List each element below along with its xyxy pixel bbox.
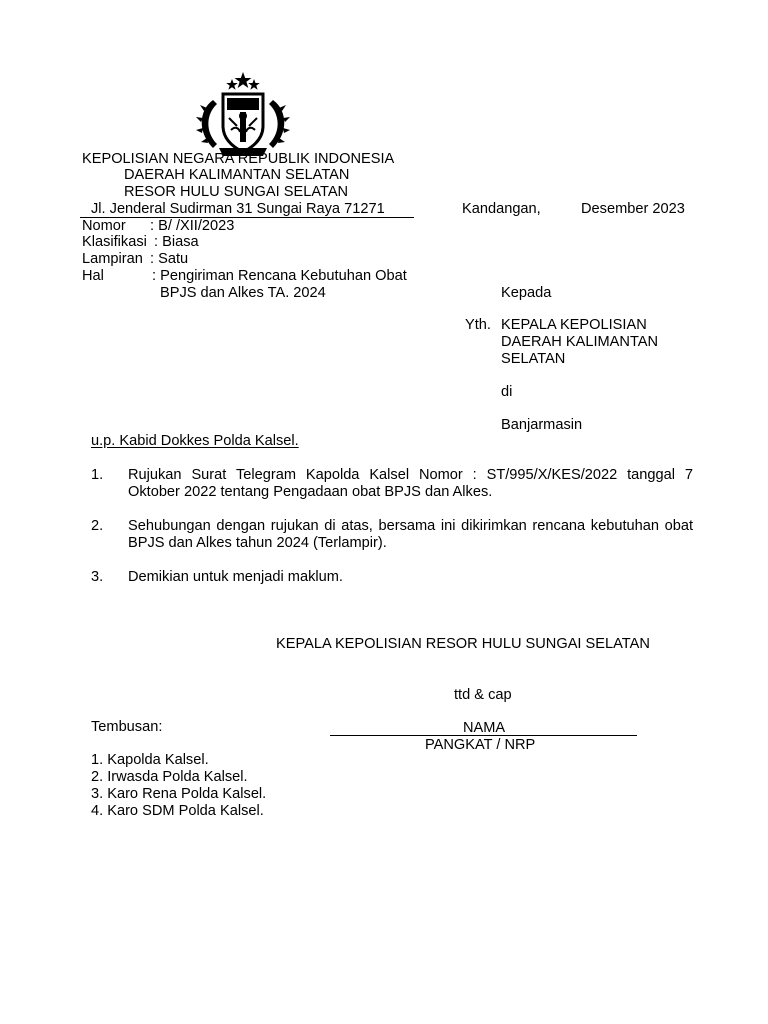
recipient-city: Banjarmasin: [501, 417, 583, 433]
lampiran-value: : Satu: [150, 251, 189, 267]
klasifikasi-label: Klasifikasi: [82, 234, 147, 250]
header-line-3: RESOR HULU SUNGAI SELATAN: [124, 184, 349, 200]
nomor-value: : B/ /XII/2023: [150, 218, 235, 234]
tembusan-item: 3. Karo Rena Polda Kalsel.: [91, 786, 267, 802]
signature-name: NAMA: [463, 720, 506, 736]
klasifikasi-value: : Biasa: [154, 234, 199, 250]
tembusan-item: 4. Karo SDM Polda Kalsel.: [91, 803, 264, 819]
paragraph-3-text: Demikian untuk menjadi maklum.: [128, 569, 343, 585]
header-line-2: DAERAH KALIMANTAN SELATAN: [124, 167, 350, 183]
yth: Yth.: [465, 317, 491, 333]
nomor-label: Nomor: [82, 218, 126, 234]
hal-value-line-2: BPJS dan Alkes TA. 2024: [160, 285, 326, 301]
hal-label: Hal: [82, 268, 104, 284]
paragraph-2-number: 2.: [91, 518, 104, 534]
tembusan-item: 2. Irwasda Polda Kalsel.: [91, 769, 248, 785]
header-line-1: KEPOLISIAN NEGARA REPUBLIK INDONESIA: [82, 151, 395, 167]
signature-rank: PANGKAT / NRP: [425, 737, 536, 753]
tembusan-item: 1. Kapolda Kalsel.: [91, 752, 209, 768]
kepada: Kepada: [501, 285, 552, 301]
header-underline: [80, 217, 414, 218]
police-emblem-icon: [193, 70, 293, 158]
recipient-line-2: DAERAH KALIMANTAN: [501, 334, 659, 350]
lampiran-label: Lampiran: [82, 251, 143, 267]
paragraph-1-text: Rujukan Surat Telegram Kapolda Kalsel Nomor : ST/995/X/KES/2022 tanggal 7 Oktober 2022 tentang Pengadaan obat BPJS dan Alkes.: [128, 467, 693, 500]
up-line: u.p. Kabid Dokkes Polda Kalsel.: [91, 433, 299, 449]
paragraph-2-text: Sehubungan dengan rujukan di atas, bersama ini dikirimkan rencana kebutuhan obat BPJS dan Alkes tahun 2024 (Terlampir).: [128, 518, 693, 551]
place: Kandangan,: [462, 201, 541, 217]
letter-date: Desember 2023: [581, 201, 685, 217]
tembusan-title: Tembusan:: [91, 719, 163, 735]
recipient-line-1: KEPALA KEPOLISIAN: [501, 317, 647, 333]
header-address: Jl. Jenderal Sudirman 31 Sungai Raya 71271: [91, 201, 385, 217]
signature-ttd: ttd & cap: [454, 687, 512, 703]
paragraph-1-number: 1.: [91, 467, 104, 483]
signature-office: KEPALA KEPOLISIAN RESOR HULU SUNGAI SELATAN: [276, 636, 650, 652]
recipient-line-3: SELATAN: [501, 351, 566, 367]
paragraph-3-number: 3.: [91, 569, 104, 585]
signature-underline: [330, 735, 637, 736]
hal-value-line-1: : Pengiriman Rencana Kebutuhan Obat: [152, 268, 407, 284]
recipient-di: di: [501, 384, 513, 400]
